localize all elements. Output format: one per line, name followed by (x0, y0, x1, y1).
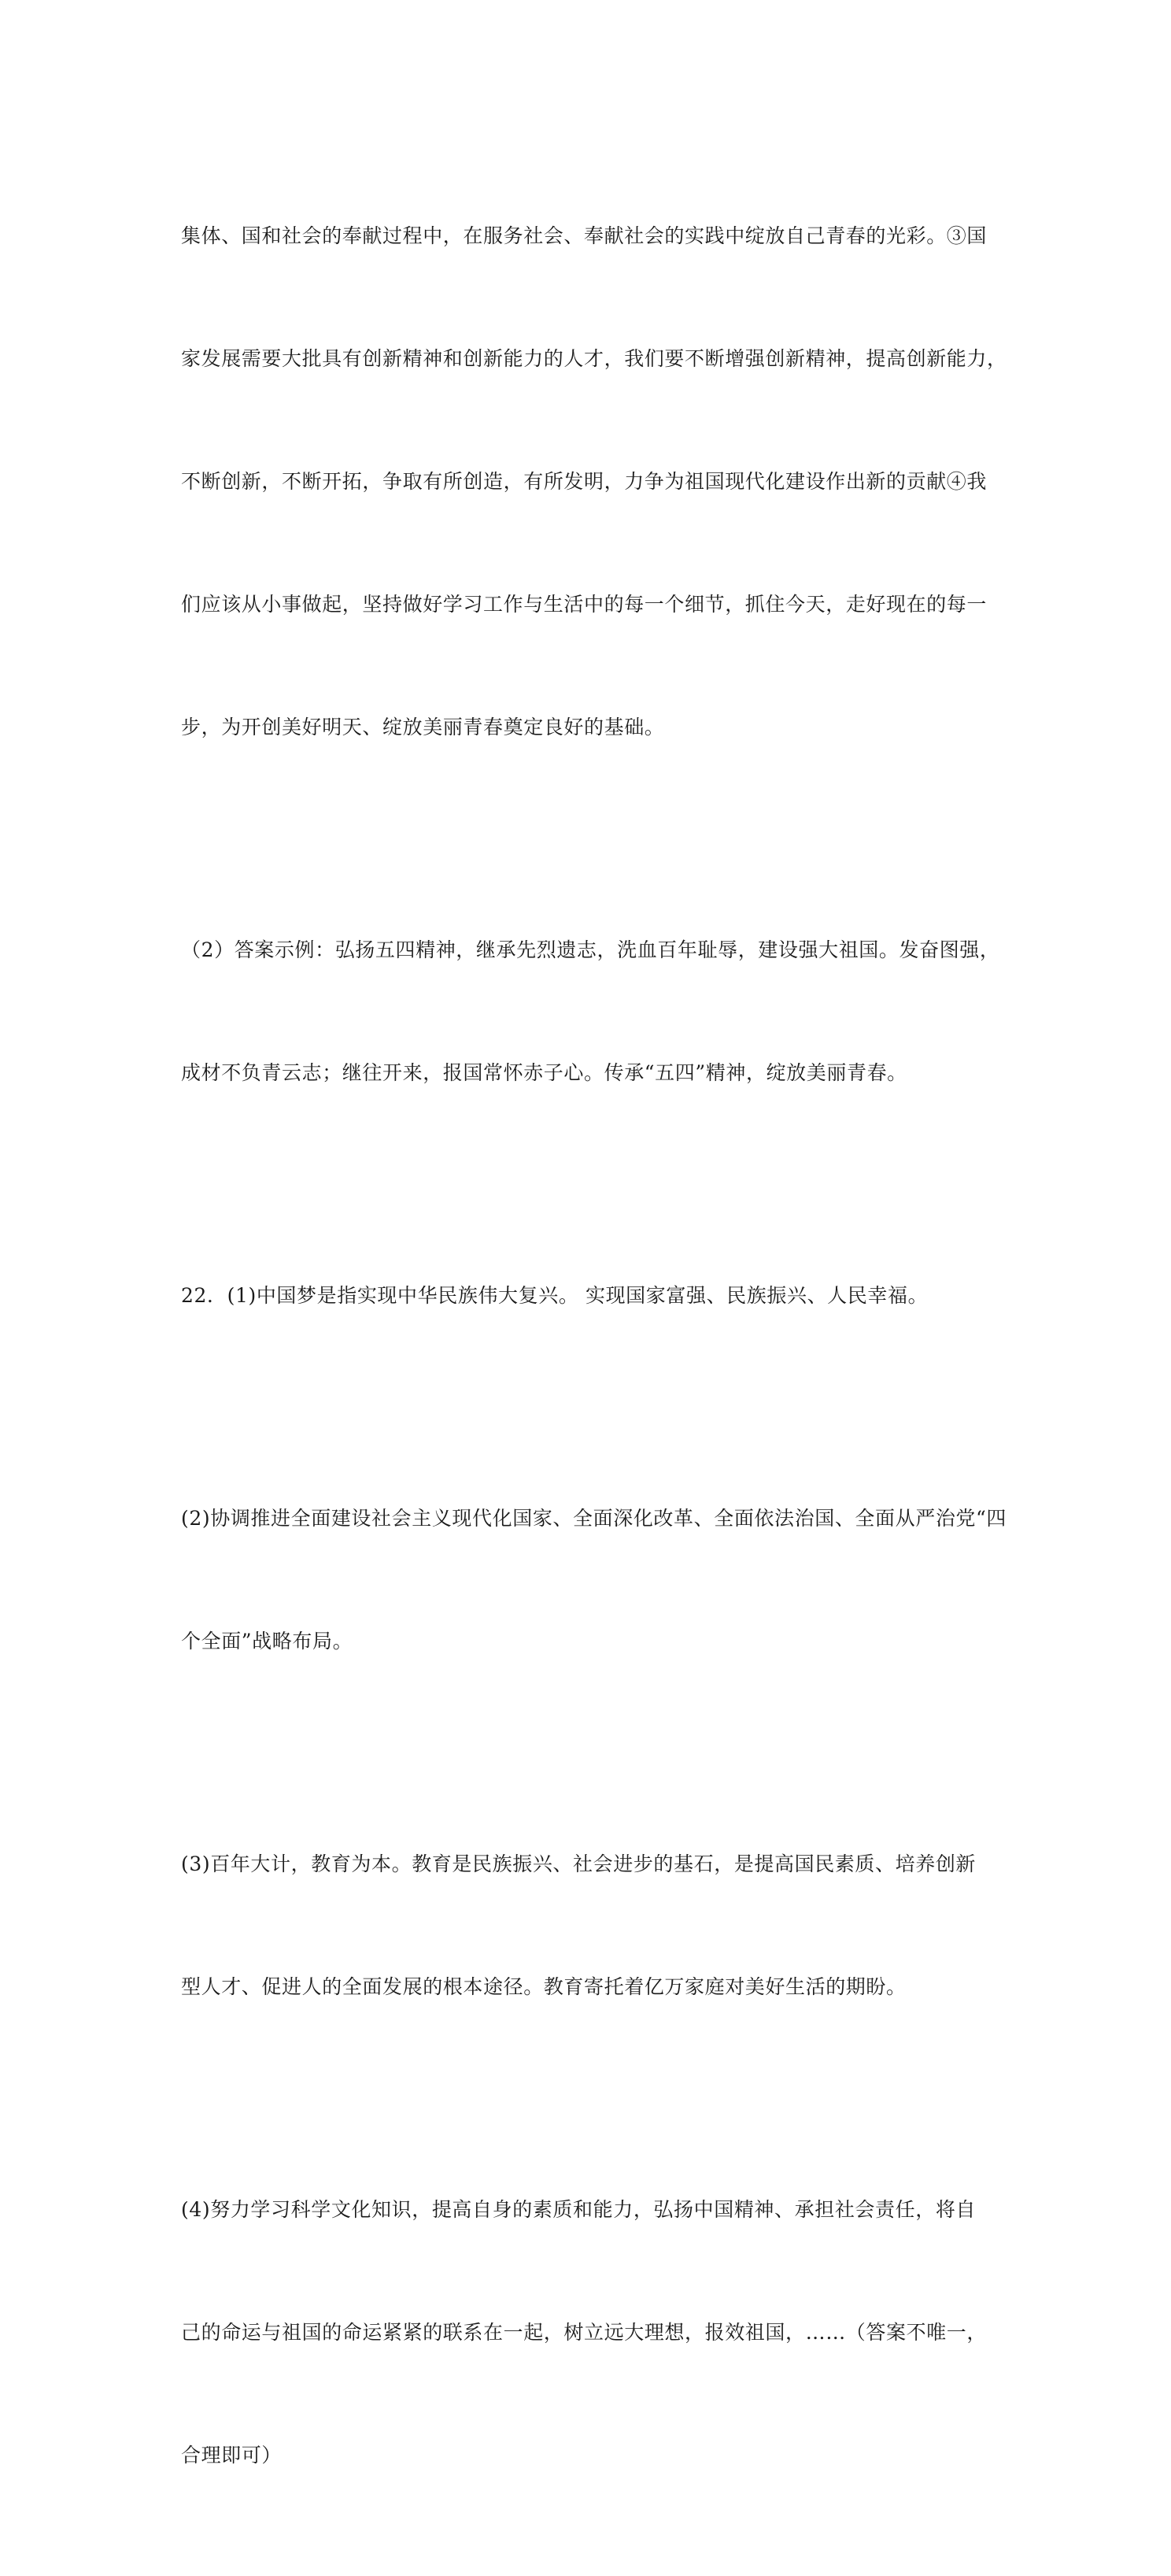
text-line: 合理即可） (181, 2444, 283, 2467)
text-line: 步，为开创美好明天、绽放美丽青春奠定良好的基础。 (181, 716, 665, 738)
text-line: 家发展需要大批具有创新精神和创新能力的人才，我们要不断增强创新精神，提高创新能力， (181, 347, 1007, 370)
text-line: (4)努力学习科学文化知识，提高自身的素质和能力，弘扬中国精神、承担社会责任，将自 (181, 2198, 977, 2221)
text-line: (2)协调推进全面建设社会主义现代化国家、全面深化改革、全面依法治国、全面从严治党“四 (181, 1507, 1007, 1530)
paragraph-question-22-3 (181, 1762, 999, 2089)
text-line: 们应该从小事做起，坚持做好学习工作与生活中的每一个细节，抓住今天，走好现在的每一 (181, 593, 988, 616)
paragraph-question-22-4 (181, 2108, 999, 2558)
text-line: 成材不负青云志；继往开来，报国常怀赤子心。传承“五四”精神，绽放美丽青春。 (181, 1061, 907, 1084)
paragraph-answer-continuation (181, 134, 1007, 830)
document-page (181, 134, 1007, 2576)
text-line: 不断创新，不断开拓，争取有所创造，有所发明，力争为祖国现代化建设作出新的贡献④我 (181, 470, 988, 493)
paragraph-answer-2 (181, 848, 999, 1175)
text-line: 己的命运与祖国的命运紧紧的联系在一起，树立远大理想，报效祖国，……（答案不唯一， (181, 2321, 988, 2344)
paragraph-question-22-2 (181, 1416, 1007, 1744)
text-line: (3)百年大计，教育为本。教育是民族振兴、社会进步的基石，是提高国民素质、培养创新 (181, 1852, 977, 1875)
text-line: 22．(1)中国梦是指实现中华民族伟大复兴。 实现国家富强、民族振兴、人民幸福。 (181, 1284, 929, 1307)
text-line: 型人才、促进人的全面发展的根本途径。教育寄托着亿万家庭对美好生活的期盼。 (181, 1975, 907, 1998)
text-line: 个全面”战略布局。 (181, 1630, 353, 1653)
paragraph-question-22-1 (181, 1194, 999, 1398)
text-line: 集体、国和社会的奉献过程中，在服务社会、奉献社会的实践中绽放自己青春的光彩。③国 (181, 224, 988, 247)
text-line: （2）答案示例：弘扬五四精神，继承先烈遗志，洗血百年耻辱，建设强大祖国。发奋图强， (181, 938, 1000, 961)
